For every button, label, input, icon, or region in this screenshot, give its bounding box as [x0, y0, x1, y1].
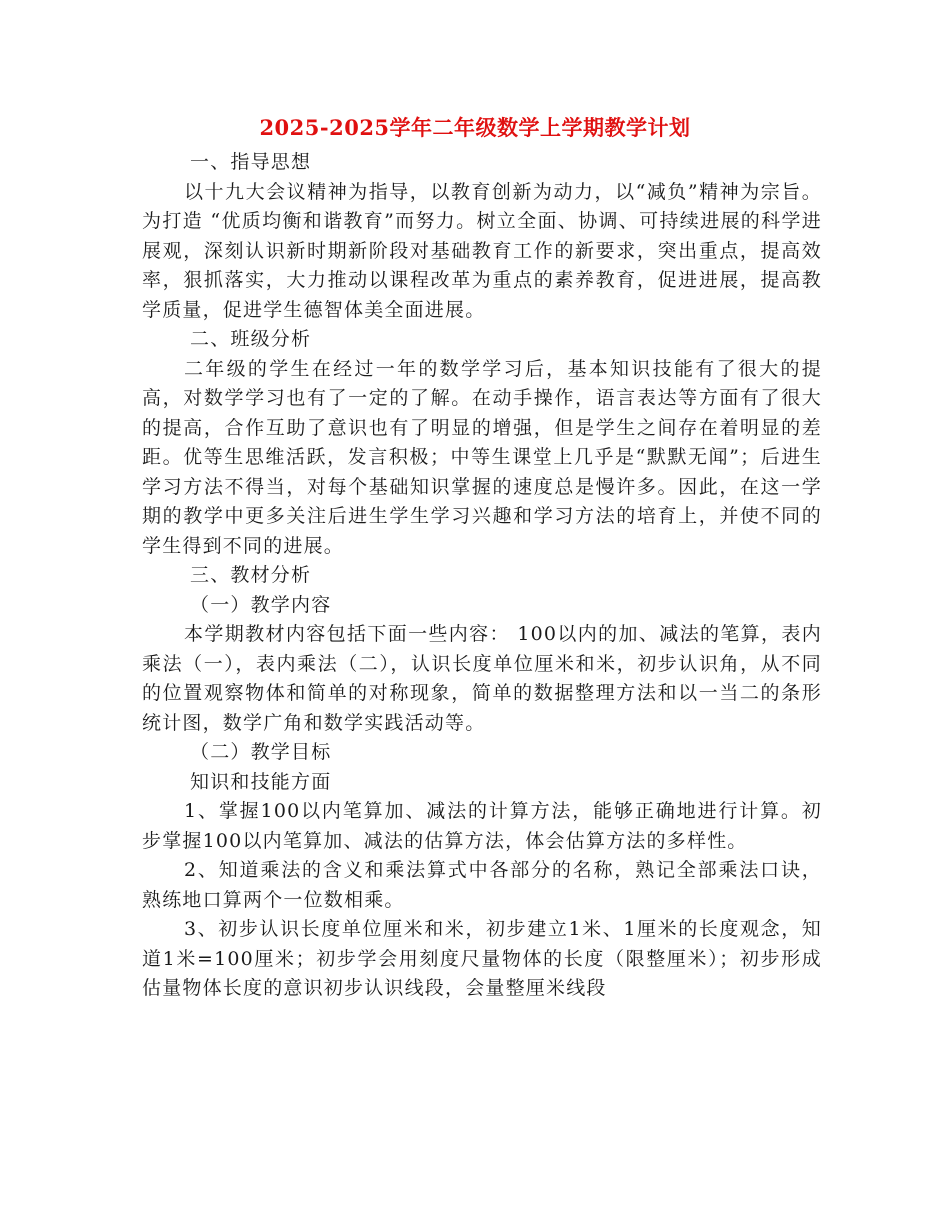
- section-heading-textbook-analysis: 三、教材分析: [190, 564, 312, 586]
- section-heading-guiding-ideology: 一、指导思想: [190, 151, 312, 173]
- subheading-knowledge-skills: 知识和技能方面: [190, 770, 332, 793]
- list-item-goal-1: 1、掌握100以内笔算加、减法的计算方法，能够正确地进行计算。初步掌握100以内笔算加、减法的估算方法，体会估算方法的多样性。: [142, 800, 822, 852]
- paragraph-teaching-content: 本学期教材内容包括下面一些内容： 100以内的加、减法的笔算，表内乘法（一），表内乘法（二），认识长度单位厘米和米，初步认识角，从不同的位置观察物体和简单的对称现象，简单的数据整理方法和以一当二的条形统计图，数学广角和数学实践活动等。: [142, 623, 822, 734]
- subheading-teaching-content: （一）教学内容: [190, 593, 332, 616]
- list-item-goal-2: 2、知道乘法的含义和乘法算式中各部分的名称，熟记全部乘法口诀，熟练地口算两个一位数相乘。: [142, 859, 822, 911]
- paragraph-guiding-ideology: 以十九大会议精神为指导，以教育创新为动力，以“减负”精神为宗旨。为打造 “优质均衡和谐教育”而努力。树立全面、协调、可持续进展的科学进展观，深刻认识新时期新阶段对基础教育工作的新要求，突出重点，提高效率，狠抓落实，大力推动以课程改革为重点的素养教育，促进进展，提高教学质量，促进学生德智体美全面进展。: [142, 180, 822, 321]
- subheading-teaching-goals: （二）教学目标: [190, 741, 332, 763]
- section-heading-class-analysis: 二、班级分析: [190, 328, 312, 350]
- document-title: 2025-2025学年二年级数学上学期教学计划: [259, 115, 691, 140]
- list-item-goal-3: 3、初步认识长度单位厘米和米，初步建立1米、1厘米的长度观念，知道1米=100厘米；初步学会用刻度尺量物体的长度（限整厘米）；初步形成估量物体长度的意识初步认识线段，会量整厘米线段: [142, 918, 822, 999]
- paragraph-class-analysis: 二年级的学生在经过一年的数学学习后，基本知识技能有了很大的提高，对数学学习也有了一定的了解。在动手操作，语言表达等方面有了很大的提高，合作互助了意识也有了明显的增强，但是学生之间存在着明显的差距。优等生思维活跃，发言积极；中等生课堂上几乎是“默默无闻”；后进生学习方法不得当，对每个基础知识掌握的速度总是慢许多。因此，在这一学期的教学中更多关注后进生学生学习兴趣和学习方法的培育上，并使不同的学生得到不同的进展。: [142, 357, 822, 557]
- document-body: [142, 148, 822, 1004]
